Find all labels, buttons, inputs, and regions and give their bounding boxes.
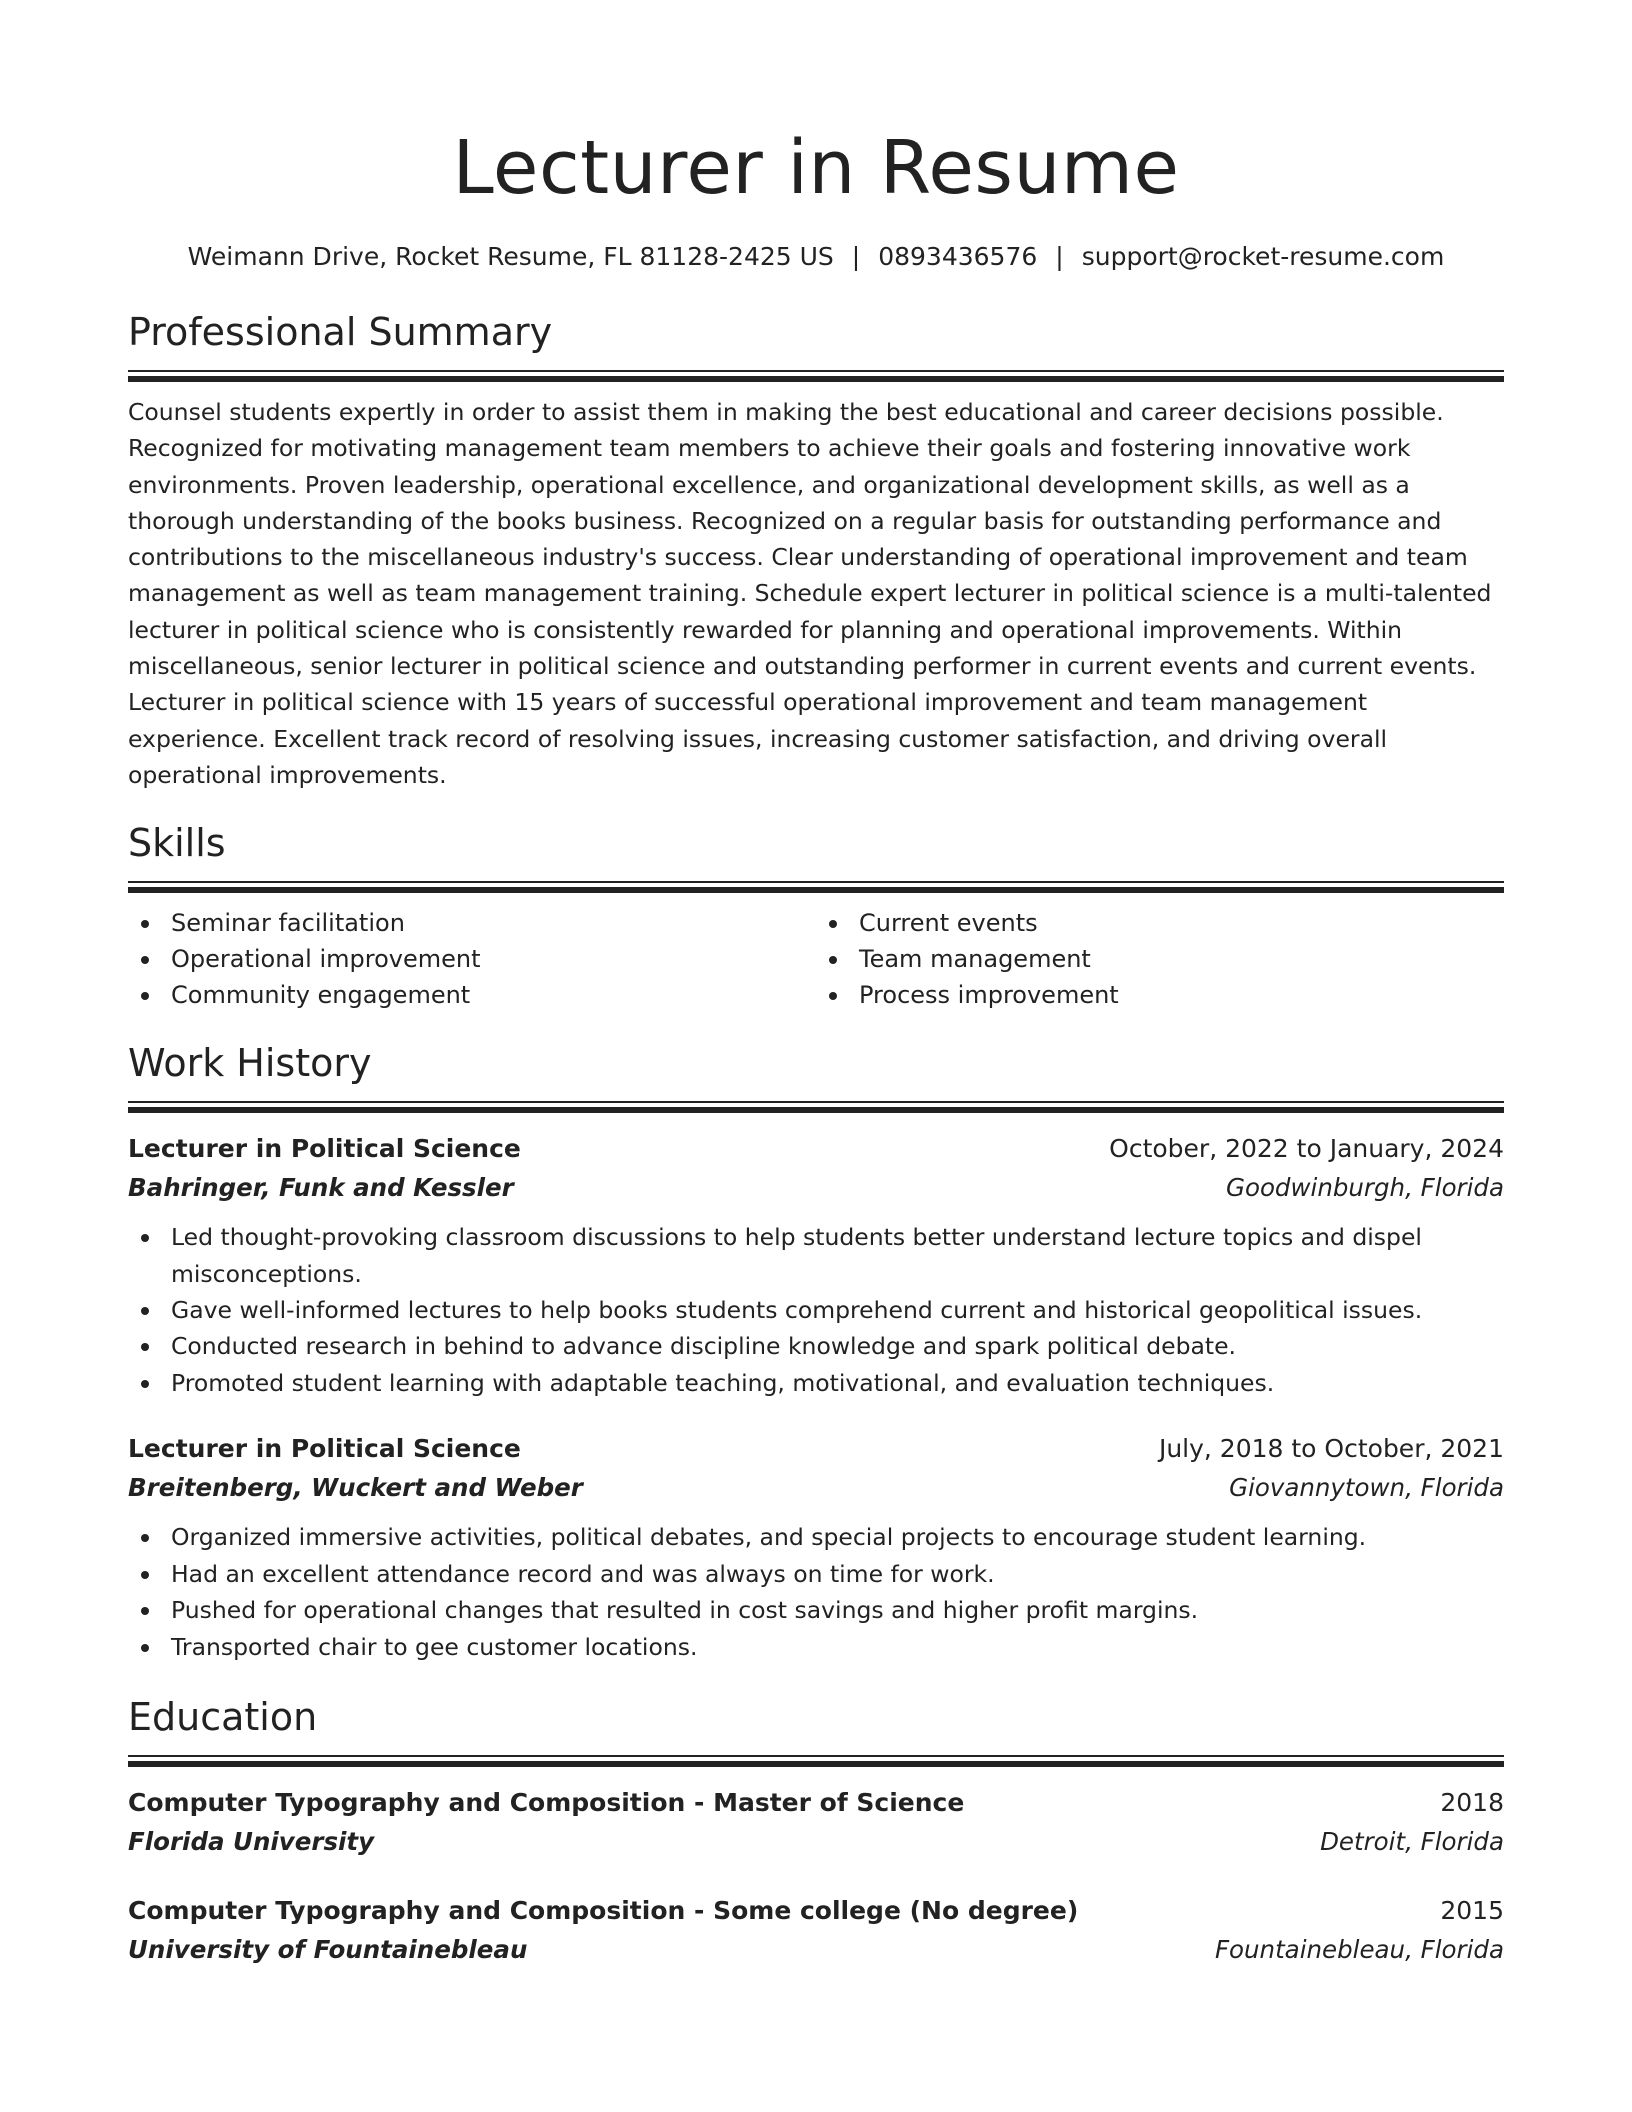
job-company-row <box>128 1469 1504 1507</box>
skill-item: Current events <box>816 905 1504 941</box>
education-location: Fountainebleau, Florida <box>1214 1934 1504 1964</box>
job-location: Giovannytown, Florida <box>1229 1473 1504 1503</box>
job-company-row <box>128 1169 1504 1207</box>
job-title: Lecturer in Political Science <box>128 1134 521 1164</box>
job-bullet: Gave well-informed lectures to help books students comprehend current and historical geopolitical issues. <box>128 1292 1504 1328</box>
education-header-row <box>128 1783 1504 1823</box>
skills-section <box>128 819 1504 1013</box>
work-section <box>128 1039 1504 1665</box>
skill-item: Team management <box>816 941 1504 977</box>
skill-item: Operational improvement <box>128 941 816 977</box>
education-school-row <box>128 1823 1504 1861</box>
job-bullet: Organized immersive activities, political debates, and special projects to encourage student learning. <box>128 1519 1504 1555</box>
section-divider <box>128 881 1504 893</box>
resume-page <box>128 0 1504 1969</box>
job-dates: July, 2018 to October, 2021 <box>1158 1434 1504 1464</box>
job-bullet: Transported chair to gee customer locations. <box>128 1629 1504 1665</box>
contact-phone: 0893436576 <box>878 242 1038 271</box>
education-heading: Education <box>128 1694 318 1739</box>
job-bullets <box>128 1219 1504 1401</box>
job-company: Bahringer, Funk and Kessler <box>128 1173 514 1203</box>
education-location: Detroit, Florida <box>1320 1826 1504 1856</box>
education-school: Florida University <box>128 1826 375 1856</box>
job-header-row <box>128 1429 1504 1469</box>
skills-column-left <box>128 905 816 1013</box>
job-bullets <box>128 1519 1504 1665</box>
section-divider <box>128 1755 1504 1767</box>
contact-email[interactable]: support@rocket-resume.com <box>1081 242 1445 271</box>
job-bullet: Conducted research in behind to advance discipline knowledge and spark political debate. <box>128 1328 1504 1364</box>
job-company: Breitenberg, Wuckert and Weber <box>128 1473 583 1503</box>
contact-line <box>128 240 1504 274</box>
section-divider <box>128 1101 1504 1113</box>
job-header-row <box>128 1129 1504 1169</box>
summary-text: Counsel students expertly in order to assist them in making the best educational and career decisions possible. Recognized for motivating management team members to achieve their goals and fostering innovative work environments. Proven leadership, operational excellence, and organizational development skills, as well as a thorough understanding of the books business. Recognized on a regular basis for outstanding performance and contributions to the miscellaneous industry's success. Clear understanding of operational improvement and team management as well as team management training. Schedule expert lecturer in political science is a multi-talented lecturer in political science who is consistently rewarded for planning and operational improvements. Within miscellaneous, senior lecturer in political science and outstanding performer in current events and current events. Lecturer in political science with 15 years of successful operational improvement and team management experience. Excellent track record of resolving issues, increasing customer satisfaction, and driving overall operational improvements. <box>128 398 1492 789</box>
job-entry <box>128 1129 1504 1401</box>
summary-heading: Professional Summary <box>128 310 553 354</box>
education-year: 2015 <box>1440 1895 1504 1925</box>
education-school: University of Fountainebleau <box>128 1934 528 1964</box>
work-heading: Work History <box>128 1041 372 1086</box>
job-location: Goodwinburgh, Florida <box>1225 1173 1504 1203</box>
job-dates: October, 2022 to January, 2024 <box>1109 1134 1504 1164</box>
job-bullet: Pushed for operational changes that resulted in cost savings and higher profit margins. <box>128 1592 1504 1628</box>
skill-item: Process improvement <box>816 977 1504 1013</box>
contact-separator: | <box>851 242 861 271</box>
skill-item: Community engagement <box>128 977 816 1013</box>
education-degree: Computer Typography and Composition - Master of Science <box>128 1787 965 1817</box>
skills-list <box>128 905 1504 1013</box>
skills-column-right <box>816 905 1504 1013</box>
education-degree: Computer Typography and Composition - Some college (No degree) <box>128 1895 1079 1925</box>
skills-heading: Skills <box>128 821 226 866</box>
education-section <box>128 1693 1504 1969</box>
contact-address: Weimann Drive, Rocket Resume, FL 81128-2425 US <box>187 242 834 271</box>
summary-section <box>128 308 1504 793</box>
job-bullet: Promoted student learning with adaptable teaching, motivational, and evaluation techniques. <box>128 1365 1504 1401</box>
contact-separator: | <box>1055 242 1064 271</box>
education-entry <box>128 1891 1504 1969</box>
job-title: Lecturer in Political Science <box>128 1434 521 1464</box>
education-year: 2018 <box>1440 1787 1504 1817</box>
education-school-row <box>128 1931 1504 1969</box>
job-bullet: Had an excellent attendance record and was always on time for work. <box>128 1556 1504 1592</box>
resume-name: Lecturer in Resume <box>452 125 1180 211</box>
job-bullet: Led thought-provoking classroom discussions to help students better understand lecture topics and dispel misconceptions. <box>128 1219 1504 1292</box>
skill-item: Seminar facilitation <box>128 905 816 941</box>
education-entry <box>128 1783 1504 1861</box>
job-entry <box>128 1429 1504 1665</box>
section-divider <box>128 370 1504 382</box>
education-header-row <box>128 1891 1504 1931</box>
